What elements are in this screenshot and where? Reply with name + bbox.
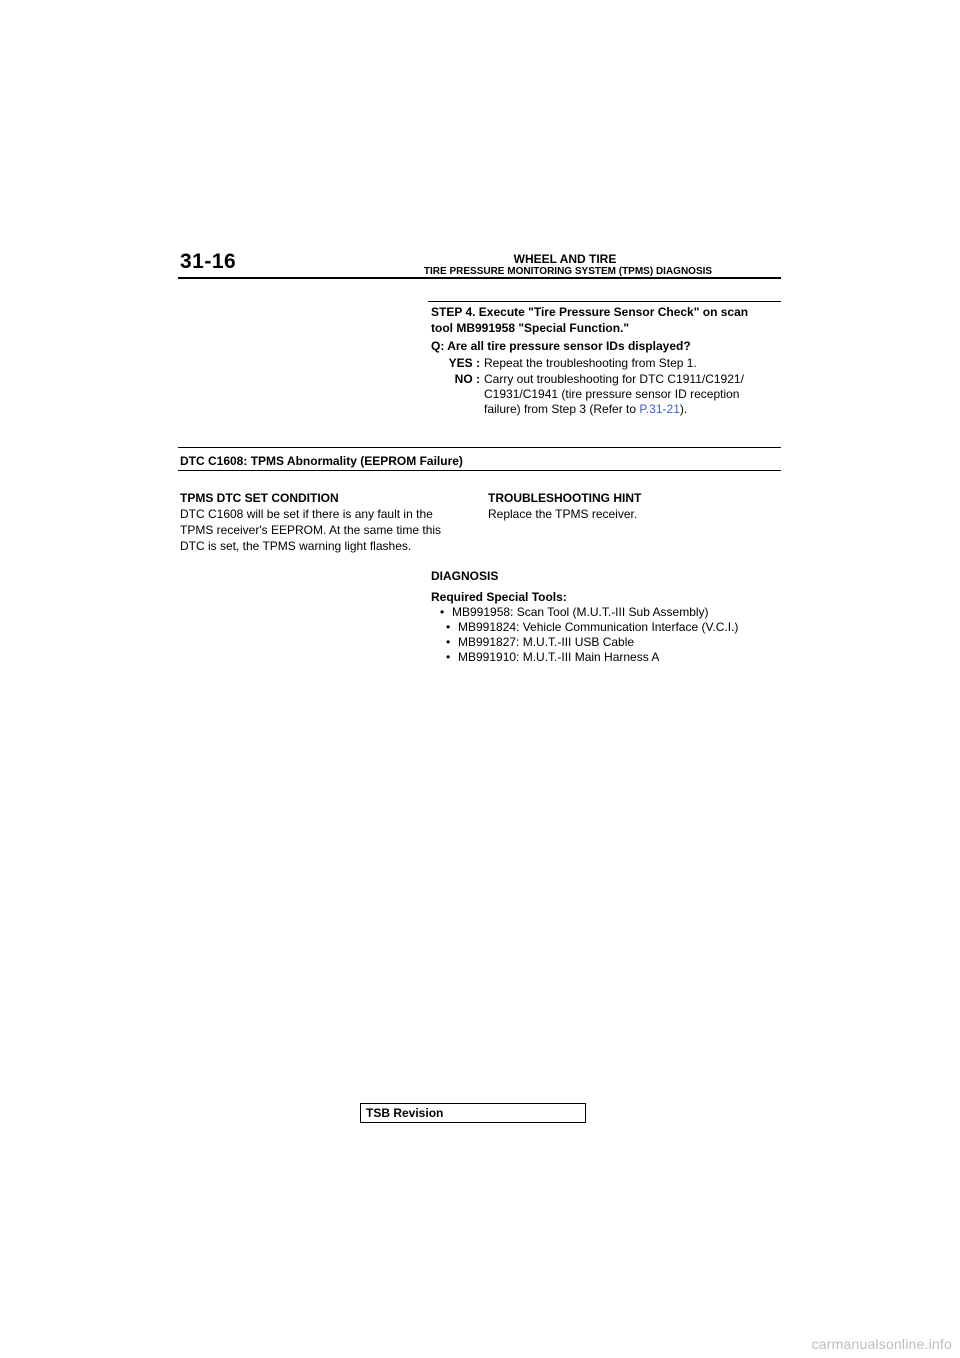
no-line3-prefix: failure) from Step 3 (Refer to — [484, 402, 640, 416]
tool-item-text: MB991958: Scan Tool (M.U.T.-III Sub Assembly) — [452, 605, 709, 619]
answer-yes — [428, 355, 788, 371]
yes-text: Repeat the troubleshooting from Step 1. — [484, 356, 697, 370]
set-condition-line1: DTC C1608 will be set if there is any fault in the — [180, 507, 433, 521]
no-line1: Carry out troubleshooting for DTC C1911/C1921/ — [484, 372, 744, 386]
dtc-title: DTC C1608: TPMS Abnormality (EEPROM Failure) — [180, 454, 463, 468]
hint-heading: TROUBLESHOOTING HINT — [488, 491, 642, 505]
step4-heading-line1: STEP 4. Execute "Tire Pressure Sensor Check" on scan — [431, 305, 749, 319]
diagnosis-heading: DIAGNOSIS — [431, 569, 499, 583]
page-number: 31-16 — [180, 250, 237, 273]
header-rule — [178, 277, 781, 279]
answer-no — [428, 371, 788, 387]
hint-block — [488, 490, 778, 522]
bullet-icon: • — [446, 620, 451, 634]
page-reference-link[interactable]: P.31-21 — [639, 402, 680, 416]
no-line3 — [484, 401, 687, 417]
hint-text: Replace the TPMS receiver. — [488, 507, 638, 521]
yes-label: YES : — [448, 356, 480, 370]
tool-item — [446, 634, 634, 650]
dtc-rule-top — [178, 447, 781, 448]
no-line2: C1931/C1941 (tire pressure sensor ID reception — [484, 387, 740, 401]
set-condition-block — [180, 490, 480, 554]
set-condition-heading: TPMS DTC SET CONDITION — [180, 491, 339, 505]
watermark: carmanualsonline.info — [811, 1336, 952, 1352]
tool-item — [446, 619, 738, 635]
section-title: WHEEL AND TIRE — [513, 252, 617, 266]
dtc-rule-bottom — [178, 470, 781, 471]
tools-heading: Required Special Tools: — [431, 590, 567, 604]
tool-item-text: MB991827: M.U.T.-III USB Cable — [458, 635, 635, 649]
step4-heading — [431, 304, 791, 336]
tool-item-text: MB991824: Vehicle Communication Interface (V.C.I.) — [458, 620, 739, 634]
section-subtitle: TIRE PRESSURE MONITORING SYSTEM (TPMS) DIAGNOSIS — [423, 266, 713, 277]
no-line3-suffix: ). — [679, 402, 688, 416]
tool-item-text: MB991910: M.U.T.-III Main Harness A — [458, 650, 660, 664]
step4-question: Q: Are all tire pressure sensor IDs displayed? — [431, 339, 691, 353]
tool-item — [440, 604, 709, 620]
tsb-revision-label: TSB Revision — [366, 1106, 444, 1120]
bullet-icon: • — [440, 605, 445, 619]
tool-item — [446, 649, 659, 665]
set-condition-line3: DTC is set, the TPMS warning light flashes. — [180, 539, 412, 553]
bullet-icon: • — [446, 635, 451, 649]
set-condition-line2: TPMS receiver's EEPROM. At the same time this — [180, 523, 442, 537]
bullet-icon: • — [446, 650, 451, 664]
no-label: NO : — [454, 372, 480, 386]
step4-heading-line2: tool MB991958 "Special Function." — [431, 321, 630, 335]
step-rule — [428, 301, 781, 302]
